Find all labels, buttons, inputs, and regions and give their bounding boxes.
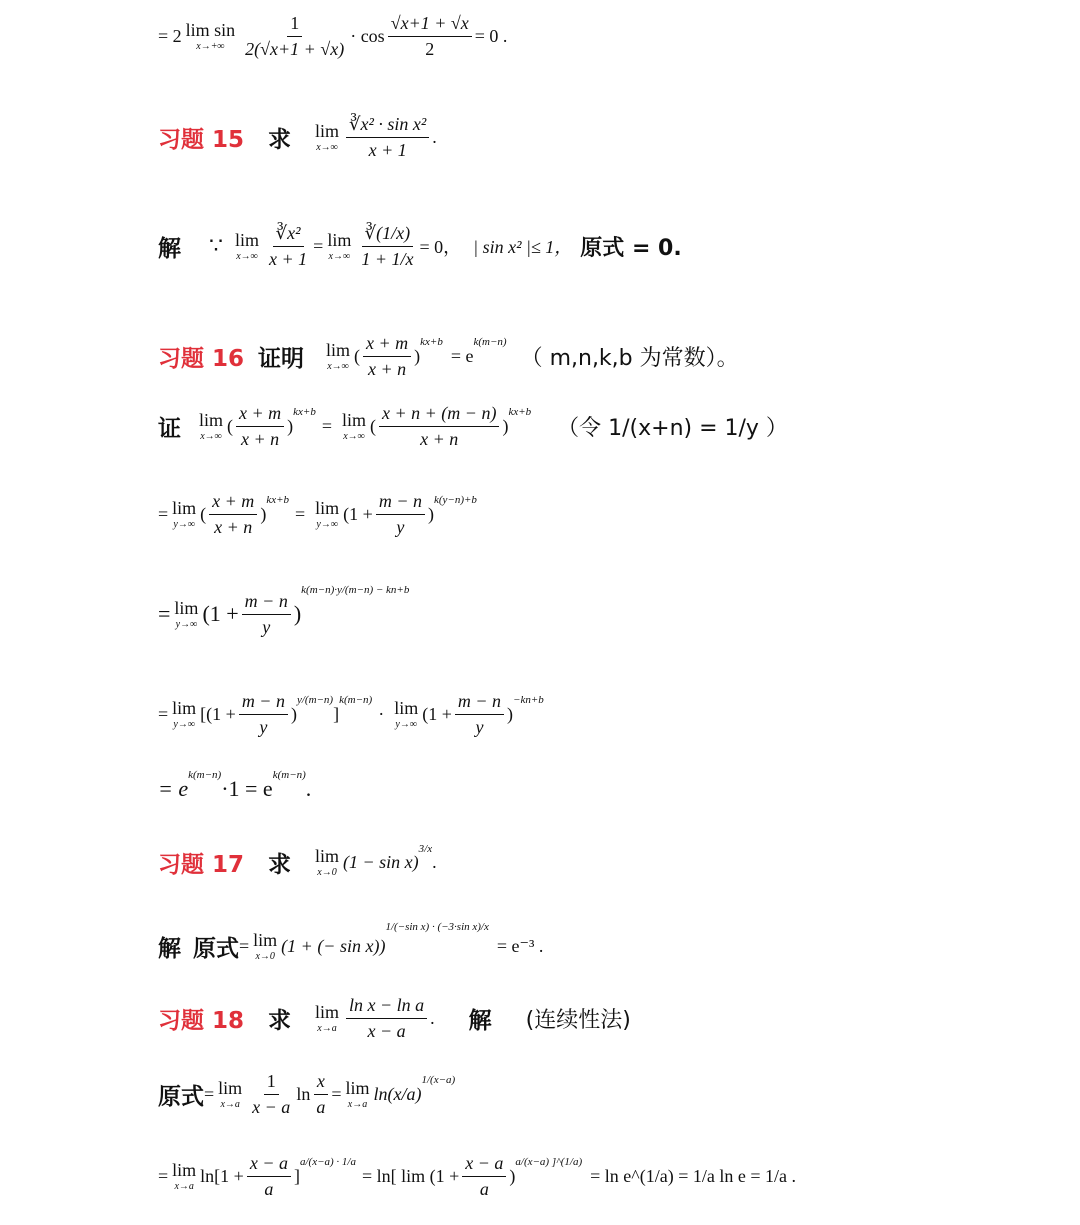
expression: (1 + (− sin x)) (281, 936, 386, 956)
fraction: $\frac{\text{ln x − ln a}}{x - a}$ (346, 996, 427, 1041)
bound: | sin x² |≤ 1， (473, 237, 573, 258)
exponent: k(m−n) (272, 769, 306, 781)
exercise-label: 习题 16 (158, 345, 245, 372)
lim-operator: lim x→a (218, 1077, 243, 1110)
eq-sign: = 2 (158, 25, 182, 46)
fraction: $\frac{x - a}{a}$ (462, 1154, 506, 1199)
lim-operator: lim x→0 (253, 930, 278, 962)
result: = ln e^(1/a) = 1/a ln e = 1/a . (590, 1165, 796, 1186)
lim-operator: lim x→∞ (235, 229, 260, 262)
mid-term: = ln[ lim (1 + (361, 1165, 460, 1186)
cos-term: · cos (350, 25, 385, 46)
exercise-label: 习题 18 (158, 1007, 245, 1034)
lim-operator: lim x→a (345, 1077, 370, 1110)
exercise-label: 习题 15 (158, 126, 245, 153)
rhs: = e (450, 345, 474, 366)
original-expr: 原式 (193, 936, 239, 962)
lim-operator: lim y→∞ (172, 697, 197, 730)
solution-15 (158, 210, 682, 283)
lim-operator: lim x→∞ (315, 120, 340, 153)
solution-label: 解 (158, 936, 181, 962)
exercise-verb: 求 (268, 126, 292, 153)
math-line-d (158, 769, 312, 802)
result: 原式 = 0. (580, 235, 682, 261)
fraction: $\frac{\text{∛x²}}{x + 1}$ (269, 223, 308, 269)
fraction: $\frac{x + m}{x + n}$ (363, 334, 411, 379)
fraction: $\frac{m - n}{y}$ (455, 692, 504, 737)
lim-operator: lim x→0 (315, 846, 340, 878)
result: = e⁻³ . (496, 936, 544, 956)
exercise-16: 习题 16 证明 lim x→∞ ( $\frac{x + m}{x + n}$ ) kx+b = e k(m−n) （ m,n,k,b 为常数）。 (158, 333, 739, 379)
solution-17: 解 原式 = lim x→0 (1 + (− sin x)) 1/(−sin x) · (−3·sin x)/x = e⁻³ . (158, 920, 544, 962)
solution-label: 解 (468, 1007, 492, 1034)
exponent: 1/(x−a) (421, 1074, 456, 1087)
solution-18: 原式 = lim x→a $\frac{1}{x - a}$ ln $\frac{x}{a}$ = lim x→a ln(x/a) 1/(x−a) (158, 1071, 456, 1117)
lim-operator: lim y→∞ (174, 597, 199, 630)
proof-16: 证 lim x→∞ ( $\frac{x + m}{x + n}$ ) kx+b = lim x→∞ ( $\frac{x + n + (m - n)}{x + n}$ ) kx+b （令 1/(x+n) = 1/y ） (158, 403, 788, 449)
mid-term: ·1 = e (221, 776, 273, 801)
exponent: k(m−n)·y/(m−n) − kn+b (301, 584, 410, 597)
e-term: = e (158, 776, 189, 801)
exercise-18 (158, 996, 631, 1041)
exponent: a/(x−a) ]^(1/a) (515, 1156, 583, 1169)
period: . (305, 776, 312, 801)
exercise-label: 习题 17 (158, 852, 245, 878)
lim-operator: lim y→∞ (315, 497, 340, 530)
lim-operator: lim sin x→+∞ (185, 19, 236, 52)
fraction: $\frac{x + m}{x + n}$ (236, 404, 284, 449)
exercise-verb: 证明 (258, 345, 305, 372)
exponent: kx+b (508, 406, 532, 419)
exercise-17 (158, 842, 437, 879)
exponent: 1/(−sin x) · (−3·sin x)/x (385, 920, 489, 933)
lim-operator: lim x→∞ (199, 409, 224, 442)
proof-label: 证 (158, 415, 181, 442)
lim-operator: lim x→∞ (342, 409, 367, 442)
ln-term: ln[1 + (200, 1165, 244, 1186)
result: = 0 . (474, 25, 508, 46)
fraction: $\frac{√x+1 + √x}{2}$ (388, 14, 472, 59)
fraction: $\frac{x}{a}$ (313, 1072, 328, 1117)
fraction: $\frac{∛(1/x)}{1 + 1/x}$ (358, 210, 416, 283)
exercise-verb: 求 (268, 852, 292, 878)
exercise-15 (158, 115, 437, 160)
lim-operator: lim x→a (315, 1001, 340, 1034)
period: . (432, 852, 437, 872)
exponent: k(m−n) (339, 694, 373, 707)
period: . (430, 1007, 435, 1028)
exponent: k(y−n)+b (433, 494, 477, 507)
lim-operator: lim x→a (172, 1159, 197, 1192)
fraction: $\frac{x + m}{x + n}$ (209, 492, 257, 537)
fraction: $\frac{x + n + (m - n)}{x + n}$ (379, 404, 499, 449)
exponent: kx+b (293, 406, 316, 419)
math-line-e: = lim x→a ln[1 + $\frac{x - a}{a}$ ] a/(x−a) · 1/a = ln[ lim (1 + $\frac{x - a}{a}$ ) a/(x−a) ]^(1/a) = ln e^(1/a) = 1/a ln e = 1/a . (158, 1153, 796, 1199)
method-note: (连续性法) (525, 1007, 631, 1033)
exponent: kx+b (420, 336, 443, 349)
exponent: k(m−n) (473, 336, 507, 349)
expression: ln(x/a) (373, 1083, 422, 1104)
fraction: $\frac{1}{x - a}$ (252, 1071, 291, 1117)
exponent: y/(m−n) (296, 694, 334, 707)
lim-operator: lim y→∞ (172, 497, 197, 530)
eq-zero: = 0， (419, 237, 462, 258)
exponent: −kn+b (513, 694, 544, 707)
note: （ m,n,k,b 为常数）。 (520, 345, 739, 371)
math-line-b: = lim y→∞ (1 + $\frac{m - n}{y}$ ) k(m−n)·y/(m−n) − kn+b (158, 584, 410, 637)
math-line-c: = lim y→∞ [(1 + $\frac{m - n}{y}$ ) y/(m−n) ] k(m−n) · lim y→∞ (1 + $\frac{m - n}{y}$ ) −kn+b (158, 691, 544, 737)
exponent: k(m−n) (188, 769, 222, 781)
fraction: $\frac{m - n}{y}$ (239, 692, 288, 737)
exercise-verb: 求 (268, 1007, 292, 1034)
original-expr: 原式 (158, 1083, 204, 1110)
lim-operator: lim y→∞ (394, 697, 419, 730)
fraction: $\frac{m - n}{y}$ (242, 592, 291, 637)
ln: ln (296, 1083, 311, 1104)
exponent: 3/x (418, 842, 433, 855)
substitution-hint: （令 1/(x+n) = 1/y ） (557, 415, 788, 441)
expression: (1 − sin x) (343, 852, 419, 872)
fraction: $\frac{1}{2(√x+1 + √x)}$ (245, 13, 345, 59)
eq-sign: = (313, 235, 324, 256)
because-symbol: ∵ (209, 233, 223, 259)
fraction: $\frac{\text{∛x² · sin x²}}{x + 1}$ (346, 115, 429, 160)
math-line-a: = lim y→∞ ( $\frac{x + m}{x + n}$ ) kx+b = lim y→∞ (1 + $\frac{m - n}{y}$ ) k(y−n)+b (158, 491, 477, 537)
period: . (432, 126, 437, 147)
fraction: $\frac{m - n}{y}$ (376, 492, 425, 537)
exponent: a/(x−a) · 1/a (299, 1156, 356, 1169)
math-line-0 (158, 14, 507, 59)
solution-label: 解 (158, 235, 181, 262)
lim-operator: lim x→∞ (327, 229, 352, 262)
exponent: kx+b (266, 494, 289, 507)
fraction: $\frac{x - a}{a}$ (247, 1154, 291, 1199)
lim-operator: lim x→∞ (326, 339, 351, 372)
